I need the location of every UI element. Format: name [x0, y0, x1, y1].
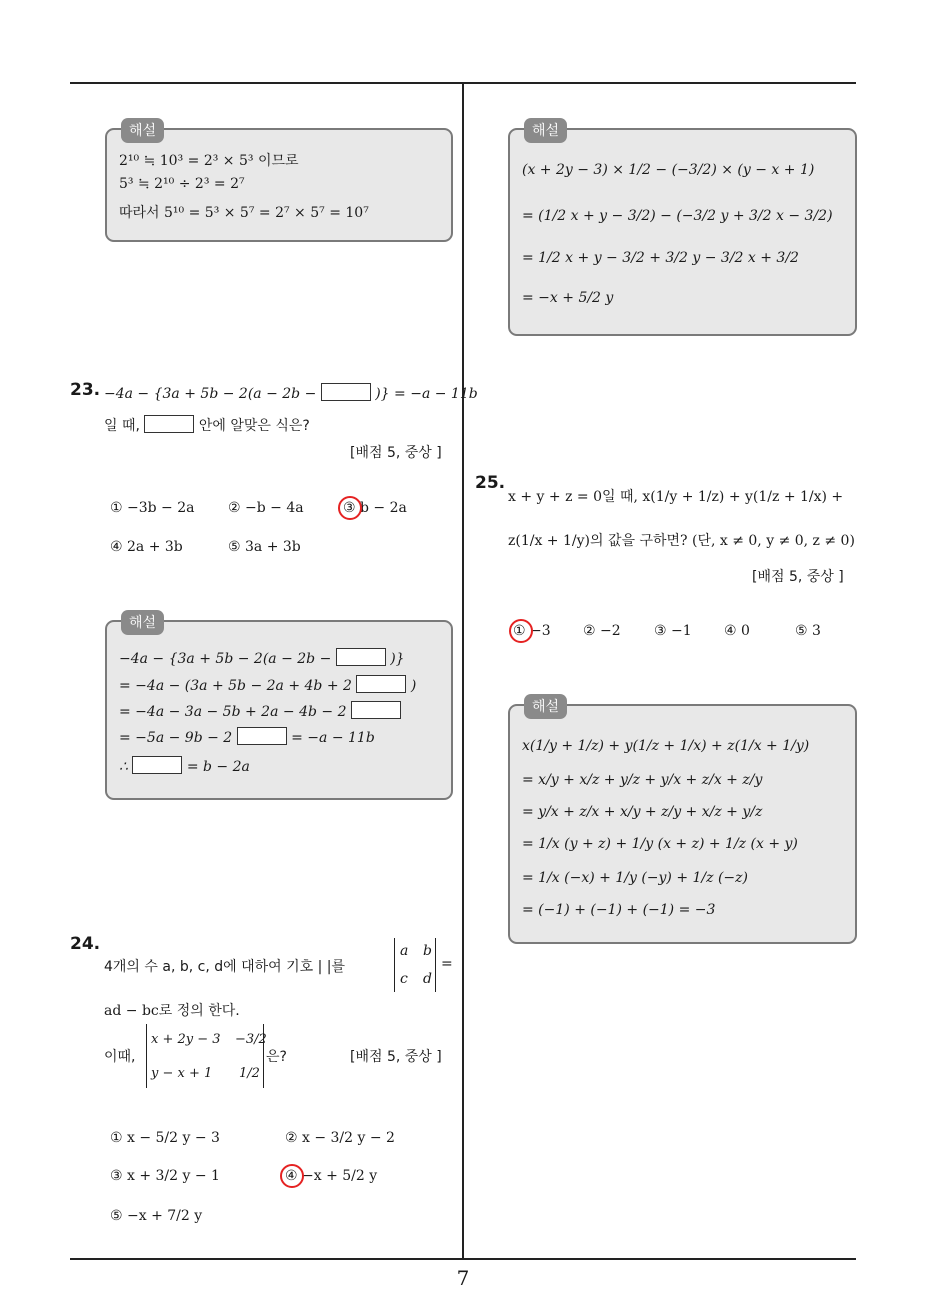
q23-expr-right: )} = −a − 11b	[375, 386, 478, 402]
solution-line-text: = −4a − 3a − 5b + 2a − 4b − 2	[119, 704, 347, 720]
option-3[interactable]: ③ −1	[654, 623, 692, 639]
solution-line: x(1/y + 1/z) + y(1/z + 1/x) + z(1/x + 1/y)	[522, 738, 810, 754]
solution-line	[119, 756, 250, 775]
answer-circle	[509, 619, 533, 643]
answer-blank	[356, 675, 406, 693]
answer-blank	[321, 383, 371, 401]
answer-blank	[132, 756, 182, 774]
bottom-rule	[70, 1258, 856, 1260]
option-2[interactable]: ② −2	[583, 623, 621, 639]
q25-line1: x + y + z = 0일 때, x(1/y + 1/z) + y(1/z + 1/x) +	[508, 489, 844, 505]
matrix-entry: c	[400, 971, 408, 987]
q24-solution-box	[508, 123, 857, 336]
solution-line: 5³ ≒ 2¹⁰ ÷ 2³ = 2⁷	[119, 176, 245, 192]
question-number: 24.	[70, 934, 101, 954]
solution-tag: 해설	[524, 694, 567, 719]
question-number: 25.	[475, 473, 506, 493]
matrix-entry: x + 2y − 3	[151, 1032, 221, 1047]
q23-expression	[104, 383, 478, 402]
solution-line: 2¹⁰ ≒ 10³ = 2³ × 5³ 이므로	[119, 153, 299, 169]
solution-line-tail: = b − 2a	[186, 759, 250, 775]
q23-prompt	[104, 415, 310, 435]
matrix-entry: y − x + 1	[151, 1066, 213, 1081]
q24-line2: ad − bc로 정의 한다.	[104, 1003, 240, 1019]
answer-circle	[280, 1164, 304, 1188]
option-5[interactable]: ⑤ 3a + 3b	[228, 539, 301, 555]
solution-line: = 1/2 x + y − 3/2 + 3/2 y − 3/2 x + 3/2	[522, 250, 799, 266]
option-1[interactable]: ① −3	[513, 623, 551, 639]
equals-sign: =	[441, 956, 453, 972]
option-4[interactable]: ④ 0	[724, 623, 750, 639]
solution-line-tail: = −a − 11b	[291, 730, 375, 746]
solution-line: = y/x + z/x + x/y + z/y + x/z + y/z	[522, 804, 763, 820]
solution-tag: 해설	[121, 118, 164, 143]
solution-line: = (−1) + (−1) + (−1) = −3	[522, 902, 716, 918]
q23-solution-box	[105, 615, 453, 800]
solution-line-text: ∴	[119, 759, 128, 775]
q23-prompt-post: 안에 알맞은 식은?	[198, 418, 310, 434]
answer-blank	[351, 701, 401, 719]
answer-blank	[336, 648, 386, 666]
option-4[interactable]: ④ −x + 5/2 y	[285, 1168, 378, 1184]
definition-determinant	[394, 938, 436, 992]
q22-solution-box	[105, 123, 453, 242]
solution-line-text: −4a − {3a + 5b − 2(a − 2b −	[119, 651, 332, 667]
option-1[interactable]: ① x − 5/2 y − 3	[110, 1130, 220, 1146]
solution-tag: 해설	[121, 610, 164, 635]
question-determinant	[146, 1024, 267, 1088]
answer-circle	[338, 496, 362, 520]
matrix-entry: b	[423, 943, 432, 959]
solution-line	[119, 727, 375, 746]
q25-solution-box	[508, 699, 857, 944]
q24-meta: [배점 5, 중상 ]	[350, 1049, 442, 1065]
question-number: 23.	[70, 380, 101, 400]
q25-meta: [배점 5, 중상 ]	[752, 569, 844, 585]
solution-line-text: = −5a − 9b − 2	[119, 730, 233, 746]
option-3[interactable]: ③ b − 2a	[343, 500, 407, 516]
q24-line3-pre: 이때,	[104, 1049, 136, 1065]
column-divider	[462, 84, 464, 1258]
solution-line-text: = −4a − (3a + 5b − 2a + 4b + 2	[119, 678, 352, 694]
solution-line: 따라서 5¹⁰ = 5³ × 5⁷ = 2⁷ × 5⁷ = 10⁷	[119, 205, 369, 221]
q23-prompt-pre: 일 때,	[104, 418, 140, 434]
answer-blank	[144, 415, 194, 433]
answer-blank	[237, 727, 287, 745]
solution-tag: 해설	[524, 118, 567, 143]
option-5[interactable]: ⑤ 3	[795, 623, 821, 639]
solution-line	[119, 675, 416, 694]
solution-line: = −x + 5/2 y	[522, 290, 614, 306]
matrix-entry: −3/2	[235, 1032, 267, 1047]
solution-line: = 1/x (y + z) + 1/y (x + z) + 1/z (x + y)	[522, 836, 798, 852]
page-number: 7	[456, 1266, 470, 1290]
q23-meta: [배점 5, 중상 ]	[350, 445, 442, 461]
solution-line: = (1/2 x + y − 3/2) − (−3/2 y + 3/2 x − 3/2)	[522, 208, 833, 224]
solution-line-tail: )}	[390, 651, 405, 667]
option-5[interactable]: ⑤ −x + 7/2 y	[110, 1208, 203, 1224]
solution-line	[119, 648, 405, 667]
q24-line3-post: 은?	[266, 1049, 287, 1065]
matrix-entry: 1/2	[239, 1066, 260, 1081]
q23-expr-left: −4a − {3a + 5b − 2(a − 2b −	[104, 386, 317, 402]
solution-line	[119, 701, 401, 720]
solution-line: = 1/x (−x) + 1/y (−y) + 1/z (−z)	[522, 870, 748, 886]
option-3[interactable]: ③ x + 3/2 y − 1	[110, 1168, 220, 1184]
q24-line1: 4개의 수 a, b, c, d에 대하여 기호 | |를	[104, 959, 346, 975]
option-2[interactable]: ② −b − 4a	[228, 500, 304, 516]
q25-line2: z(1/x + 1/y)의 값을 구하면? (단, x ≠ 0, y ≠ 0, z ≠ 0)	[508, 533, 855, 549]
solution-line-tail: )	[410, 678, 417, 694]
option-1[interactable]: ① −3b − 2a	[110, 500, 195, 516]
solution-line: = x/y + x/z + y/z + y/x + z/x + z/y	[522, 772, 763, 788]
option-4[interactable]: ④ 2a + 3b	[110, 539, 183, 555]
solution-line: (x + 2y − 3) × 1/2 − (−3/2) × (y − x + 1)	[522, 162, 815, 178]
option-2[interactable]: ② x − 3/2 y − 2	[285, 1130, 395, 1146]
matrix-entry: d	[423, 971, 432, 987]
matrix-entry: a	[400, 943, 409, 959]
